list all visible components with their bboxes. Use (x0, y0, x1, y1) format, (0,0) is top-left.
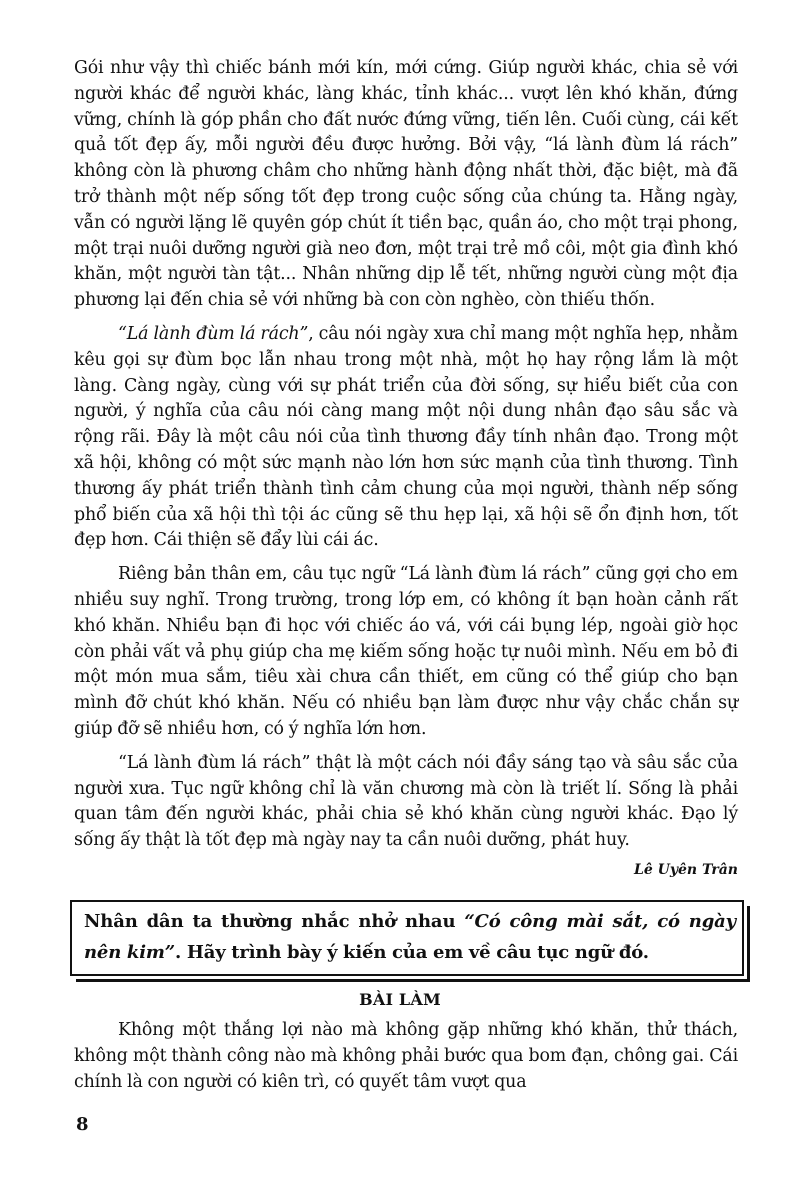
prompt-proverb: “Có công mài sắt, có ngày nên kim” (84, 911, 736, 963)
essay-paragraph-text: Không một thắng lợi nào mà không gặp những khó khăn, thử thách, không một thành công nào mà không phải bước qua bom đạn, chông gai. Cái chính là con người có kiên trì, có quyết tâm vượt qua (74, 1020, 738, 1092)
paragraph-4 (74, 751, 738, 854)
page-number: 8 (76, 1114, 89, 1135)
paragraph-2-text: , câu nói ngày xưa chỉ mang một nghĩa hẹp, nhằm kêu gọi sự đùm bọc lẫn nhau trong một nhà, một họ hay rộng lắm là một làng. Càng ngày, cùng với sự phát triển của đời sống, sự hiểu biết của con người, ý nghĩa của câu nói càng mang một nội dung nhân đạo sâu sắc và rộng rãi. Đây là một câu nói của tình thương đầy tính nhân đạo. Trong một xã hội, không có một sức mạnh nào lớn hơn sức mạnh của tình thương. Tình thương ấy phát triển thành tình cảm chung của mọi người, thành nếp sống phổ biến của xã hội thì tội ác cũng sẽ thu hẹp lại, xã hội sẽ ổn định hơn, tốt đẹp hơn. Cái thiện sẽ đẩy lùi cái ác. (74, 323, 738, 551)
paragraph-1-text: Gói như vậy thì chiếc bánh mới kín, mới cứng. Giúp người khác, chia sẻ với người khác để người khác, làng khác, tỉnh khác... vượt lên khó khăn, đứng vững, chính là góp phần cho đất nước đứng vững, tiến lên. Cuối cùng, cái kết quả tốt đẹp ấy, mỗi người đều được hưởng. Bởi vậy, “lá lành đùm lá rách” không còn là phương châm cho những hành động nhất thời, đặc biệt, mà đã trở thành một nếp sống tốt đẹp trong cuộc sống của chúng ta. Hằng ngày, vẫn có người lặng lẽ quyên góp chút ít tiền bạc, quần áo, cho một trại phong, một trại nuôi dưỡng người già neo đơn, một trại trẻ mồ côi, một gia đình khó khăn, một người tàn tật... Nhân những dịp lễ tết, những người cùng một địa phương lại đến chia sẻ với những bà con còn nghèo, còn thiếu thốn. (74, 58, 738, 311)
section-heading: BÀI LÀM (359, 990, 441, 1009)
paragraph-2-quote: “Lá lành đùm lá rách” (118, 323, 309, 344)
essay-prompt (84, 906, 736, 968)
paragraph-3 (74, 562, 738, 743)
paragraph-4-text: “Lá lành đùm lá rách” thật là một cách nói đầy sáng tạo và sâu sắc của người xưa. Tục ngữ không chỉ là văn chương mà còn là triết lí. Sống là phải quan tâm đến người khác, phải chia sẻ khó khăn cùng người khác. Đạo lý sống ấy thật là tốt đẹp mà ngày nay ta cần nuôi dưỡng, phát huy. (74, 752, 738, 851)
author-signature: Lê Uyên Trân (634, 861, 738, 878)
essay-prompt-box (70, 900, 744, 976)
essay-body (74, 1018, 738, 1095)
essay-paragraph (74, 1018, 738, 1095)
paragraph-3-text: Riêng bản thân em, câu tục ngữ “Lá lành đùm lá rách” cũng gợi cho em nhiều suy nghĩ. Trong trường, trong lớp em, có không ít bạn hoàn cảnh rất khó khăn. Nhiều bạn đi học với chiếc áo vá, với cái bụng lép, ngoài giờ học còn phải vất vả phụ giúp cha mẹ kiếm sống hoặc tự nuôi mình. Nếu em bỏ đi một món mua sắm, tiêu xài chưa cần thiết, em cũng có thể giúp cho bạn mình đỡ chút khó khăn. Nếu có nhiều bạn làm được như vậy chắc chắn sự giúp đỡ sẽ nhiều hơn, có ý nghĩa lớn hơn. (74, 564, 738, 739)
paragraph-2 (74, 322, 738, 554)
article-body (74, 56, 738, 878)
paragraph-1 (74, 56, 738, 314)
prompt-instruction: . Hãy trình bày ý kiến của em về câu tục ngữ đó. (175, 942, 649, 963)
prompt-intro: Nhân dân ta thường nhắc nhở nhau (84, 911, 465, 932)
